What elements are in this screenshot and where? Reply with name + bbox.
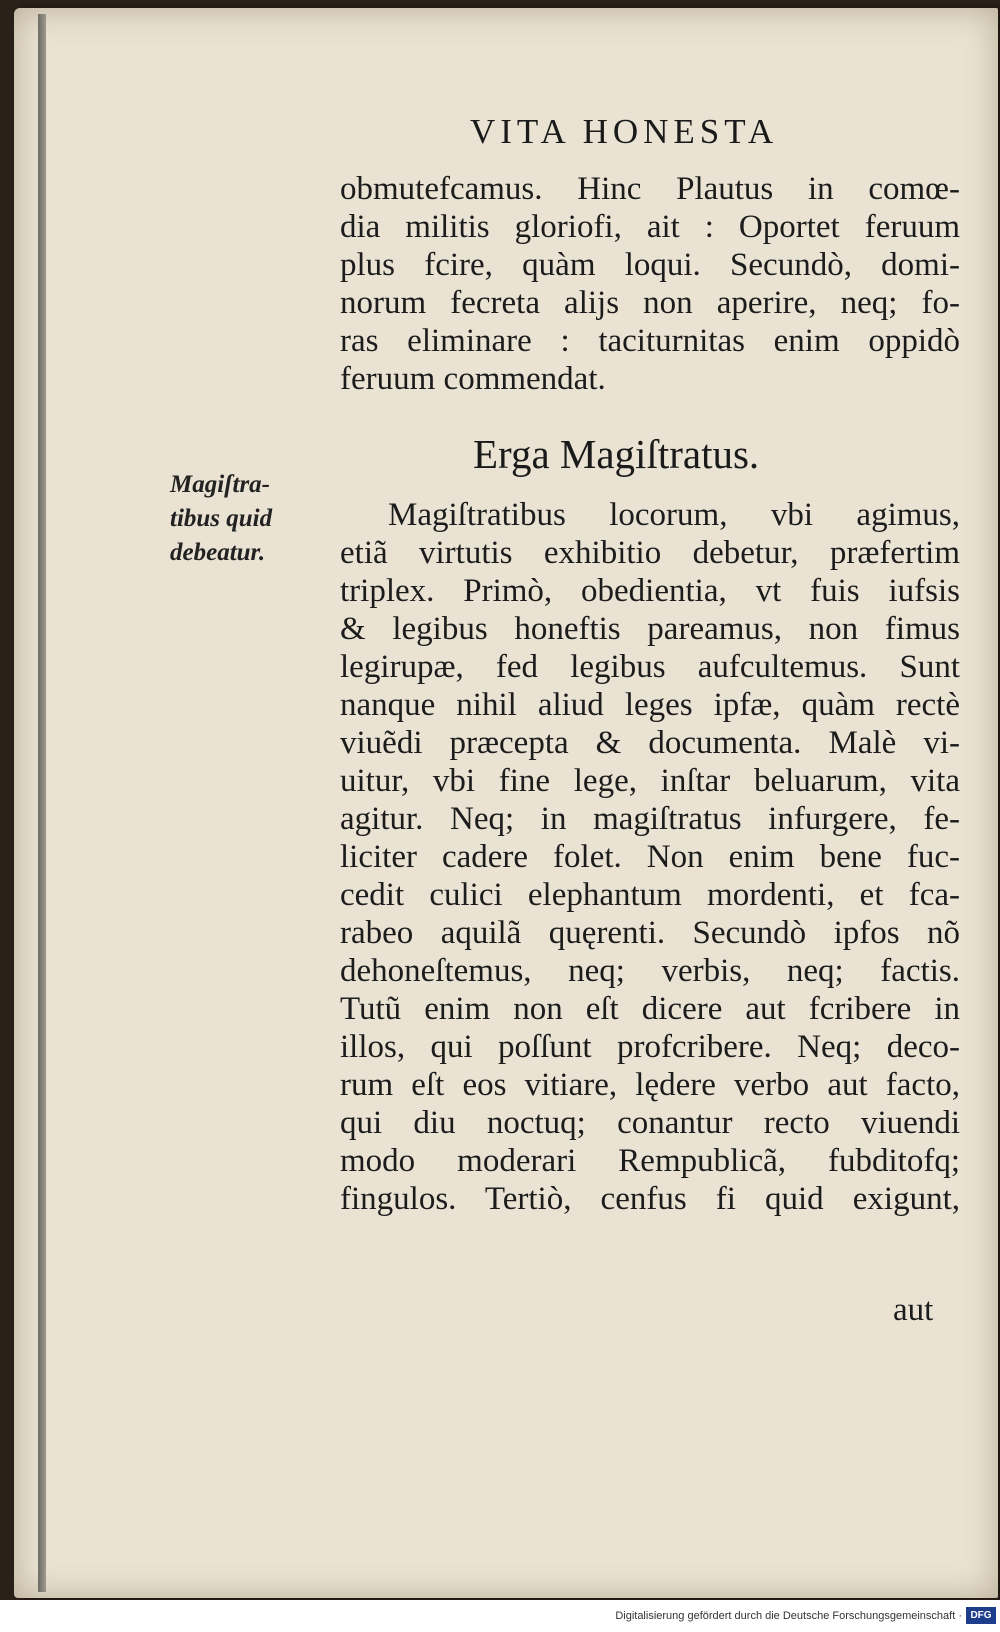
text-line: viuẽdi præcepta & documenta. Malè vi- bbox=[340, 725, 960, 761]
marginal-note-line: Magiſtra- bbox=[170, 471, 270, 498]
text-line: feruum commendat. bbox=[340, 361, 606, 397]
text-line: nanque nihil aliud leges ipfæ, quàm rectè bbox=[340, 687, 960, 723]
paragraph-2 bbox=[340, 496, 960, 1218]
text-line: dehoneſtemus, neq; verbis, neq; factis. bbox=[340, 953, 960, 989]
text-line: uitur, vbi fine lege, inſtar beluarum, vita bbox=[340, 763, 960, 799]
digitization-credit: Digitalisierung gefördert durch die Deutsche Forschungsgemeinschaft · bbox=[615, 1610, 962, 1622]
text-line: fingulos. Tertiò, cenfus fi quid exigunt, bbox=[340, 1181, 960, 1217]
page-gutter-edge bbox=[38, 14, 46, 1592]
running-header: VITA HONESTA bbox=[470, 112, 779, 151]
text-line: plus fcire, quàm loqui. Secundò, domi- bbox=[340, 247, 960, 283]
dfg-logo-icon: DFG bbox=[966, 1607, 996, 1624]
text-line: agitur. Neq; in magiſtratus infurgere, fe- bbox=[340, 801, 960, 837]
text-line: rum eſt eos vitiare, lędere verbo aut facto, bbox=[340, 1067, 960, 1103]
marginal-note-line: tibus quid bbox=[170, 505, 273, 532]
text-line: rabeo aquilã quęrenti. Secundò ipfos nõ bbox=[340, 915, 960, 951]
text-line: obmutefcamus. Hinc Plautus in comœ- bbox=[340, 171, 960, 207]
text-line: modo moderari Rempublicã, fubditofq; bbox=[340, 1143, 960, 1179]
text-line: liciter cadere folet. Non enim bene fuc- bbox=[340, 839, 960, 875]
marginal-note-line: debeatur. bbox=[170, 539, 266, 566]
text-line: & legibus honeftis pareamus, non fimus bbox=[340, 611, 960, 647]
text-line: norum fecreta alijs non aperire, neq; fo- bbox=[340, 285, 960, 321]
section-heading: Erga Magiſtratus. bbox=[473, 431, 760, 477]
text-line: legirupæ, fed legibus aufcultemus. Sunt bbox=[340, 649, 960, 685]
catchword: aut bbox=[893, 1292, 934, 1328]
text-line: etiã virtutis exhibitio debetur, præfertim bbox=[340, 535, 960, 571]
text-line: Magiſtratibus locorum, vbi agimus, bbox=[388, 497, 960, 533]
text-line: illos, qui poſſunt profcribere. Neq; deco- bbox=[340, 1029, 960, 1065]
text-line: Tutũ enim non eſt dicere aut fcribere in bbox=[340, 991, 960, 1027]
text-line: dia militis gloriofi, ait : Oportet feruum bbox=[340, 209, 960, 245]
marginal-note bbox=[170, 468, 330, 570]
text-line: cedit culici elephantum mordenti, et fca- bbox=[340, 877, 960, 913]
text-line: triplex. Primò, obedientia, vt fuis iufsis bbox=[340, 573, 960, 609]
text-line: qui diu noctuq; conantur recto viuendi bbox=[340, 1105, 960, 1141]
paragraph-1 bbox=[340, 170, 960, 398]
text-line: ras eliminare : taciturnitas enim oppidò bbox=[340, 323, 960, 359]
